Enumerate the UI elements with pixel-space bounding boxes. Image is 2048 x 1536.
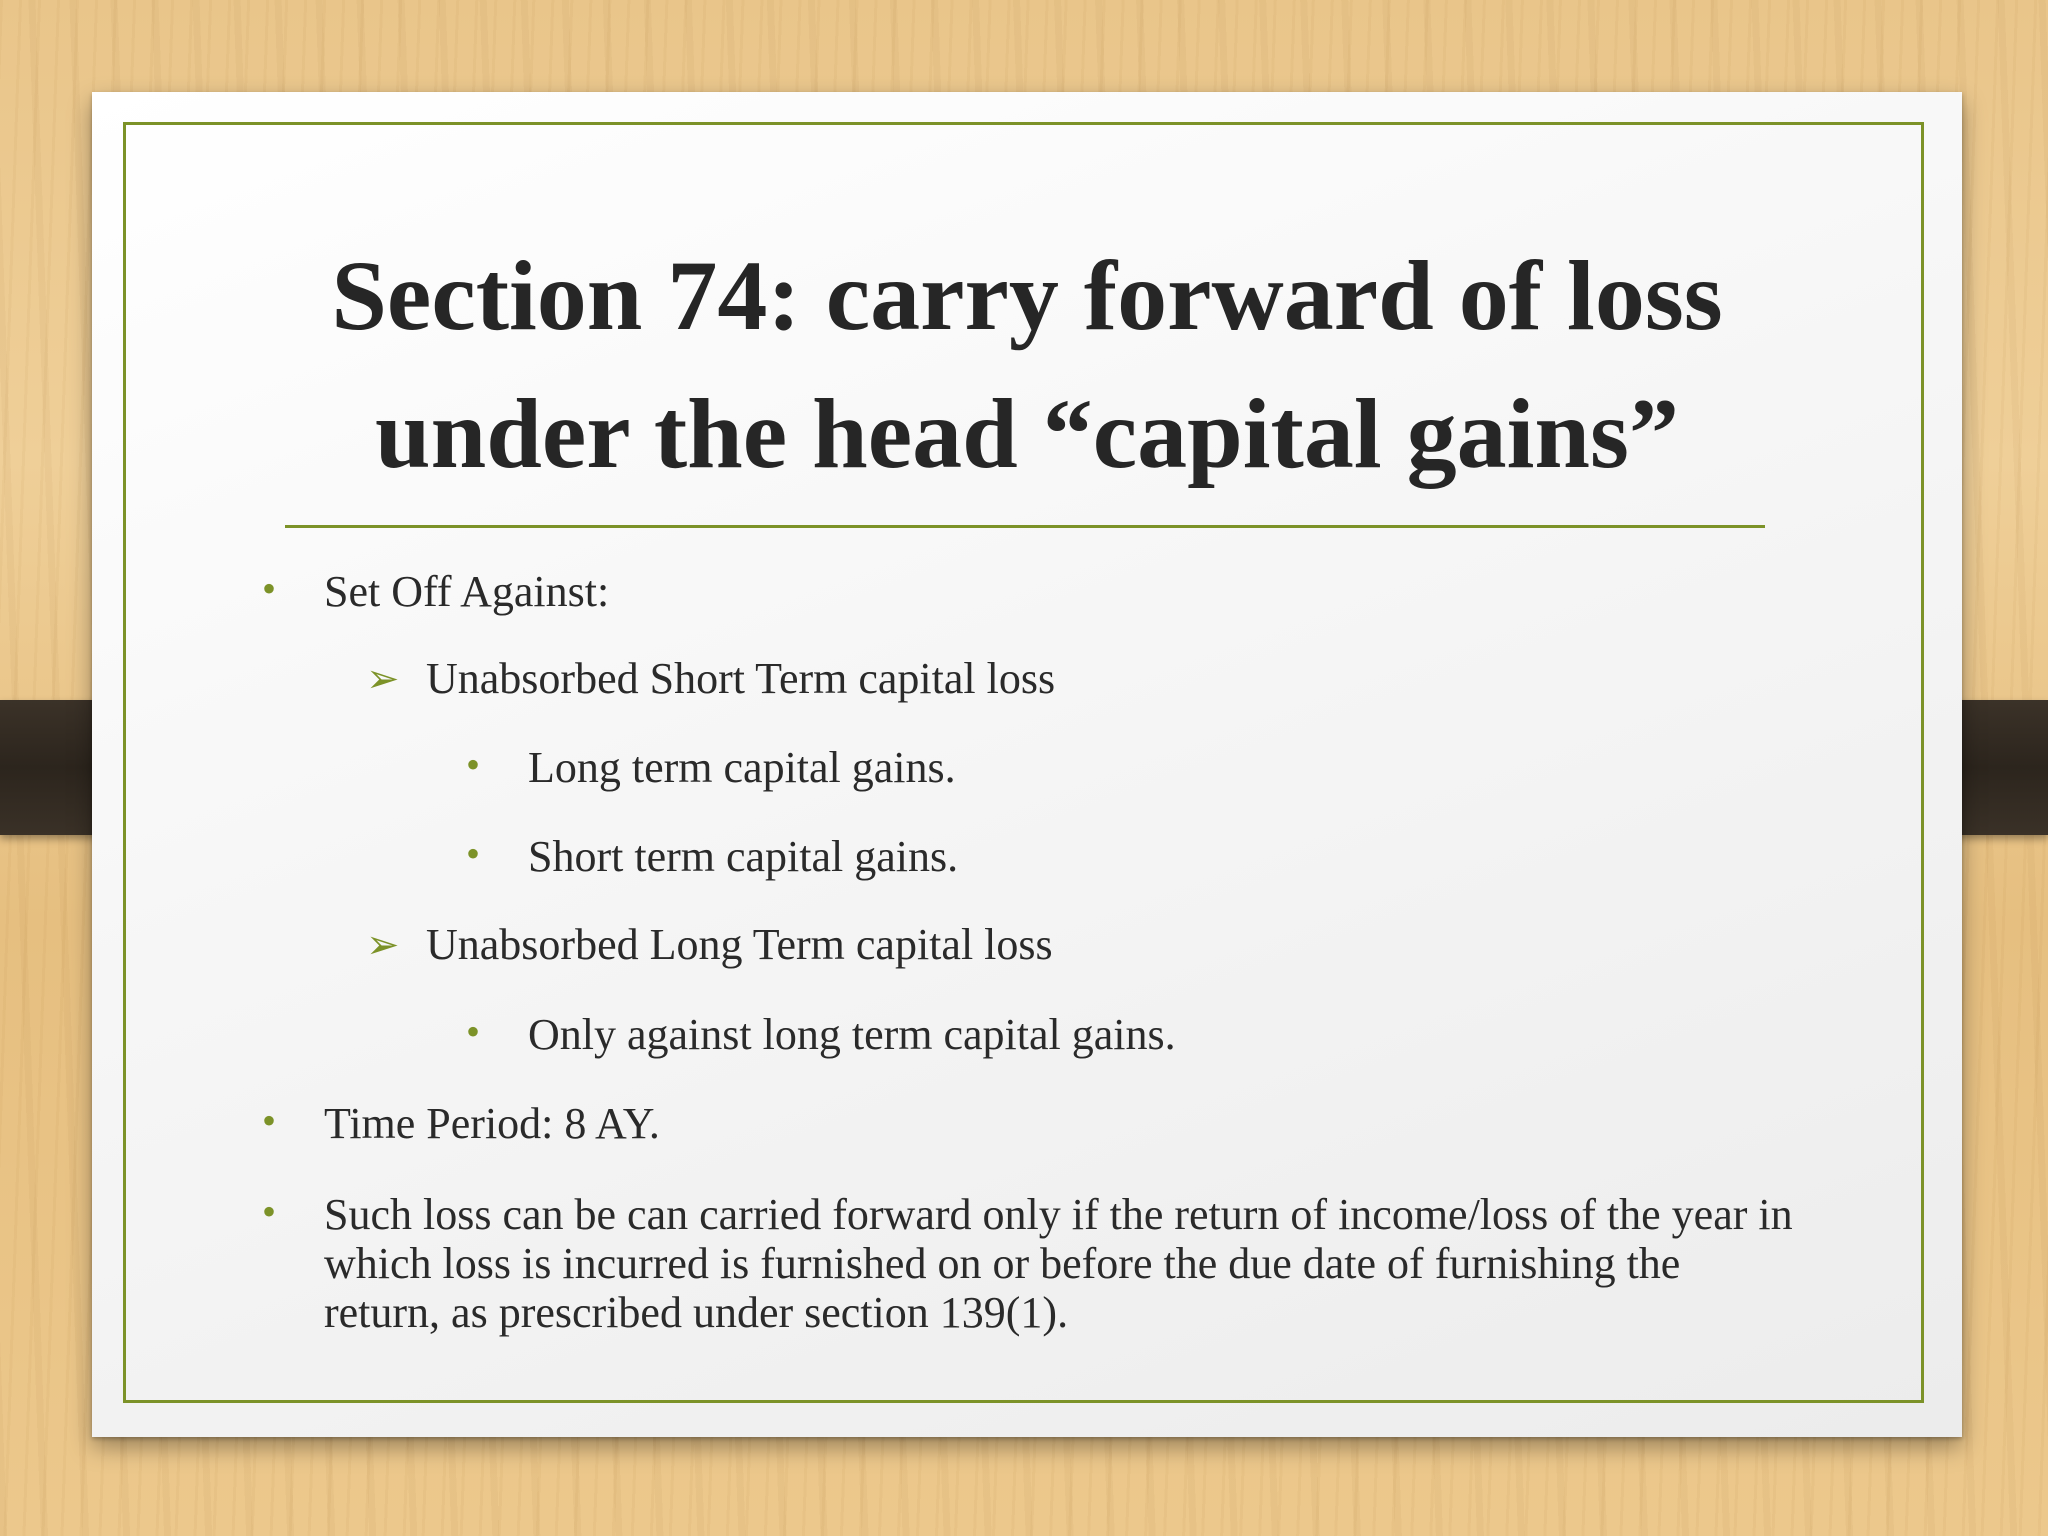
list-item [366,920,1053,969]
list-item [466,742,956,792]
bullet-icon: • [262,566,277,611]
bullet-icon: • [262,1189,277,1234]
title-line-1: Section 74: carry forward of loss [331,240,1723,351]
list-item [262,1189,1794,1337]
bullet-icon: • [262,1098,277,1143]
list-item [262,566,610,616]
list-item [466,1009,1176,1059]
list-item-text: Unabsorbed Short Term capital loss [426,654,1056,703]
list-item-text: Such loss can be can carried forward only if the return of income/loss of the year in which loss is incurred is furnished on or before the due date of furnishing the return, as prescribed under section 139(1). [324,1190,1793,1337]
list-item-text: Short term capital gains. [528,832,959,881]
title-line-2: under the head “capital gains” [375,378,1679,489]
list-item-text: Set Off Against: [324,567,610,616]
list-item-text: Time Period: 8 AY. [324,1099,660,1148]
list-item-text: Only against long term capital gains. [528,1010,1176,1059]
slide-paper [92,92,1962,1437]
list-item-text: Unabsorbed Long Term capital loss [426,920,1053,969]
arrow-bullet-icon: ➢ [366,922,400,967]
bullet-icon: • [466,1009,481,1054]
list-item [366,654,1056,703]
bullet-list [92,92,1962,1437]
bullet-icon: • [466,742,481,787]
list-item [262,1098,660,1148]
list-item-text: Long term capital gains. [528,743,956,792]
bullet-icon: • [466,831,481,876]
arrow-bullet-icon: ➢ [366,656,400,701]
list-item [466,831,959,881]
